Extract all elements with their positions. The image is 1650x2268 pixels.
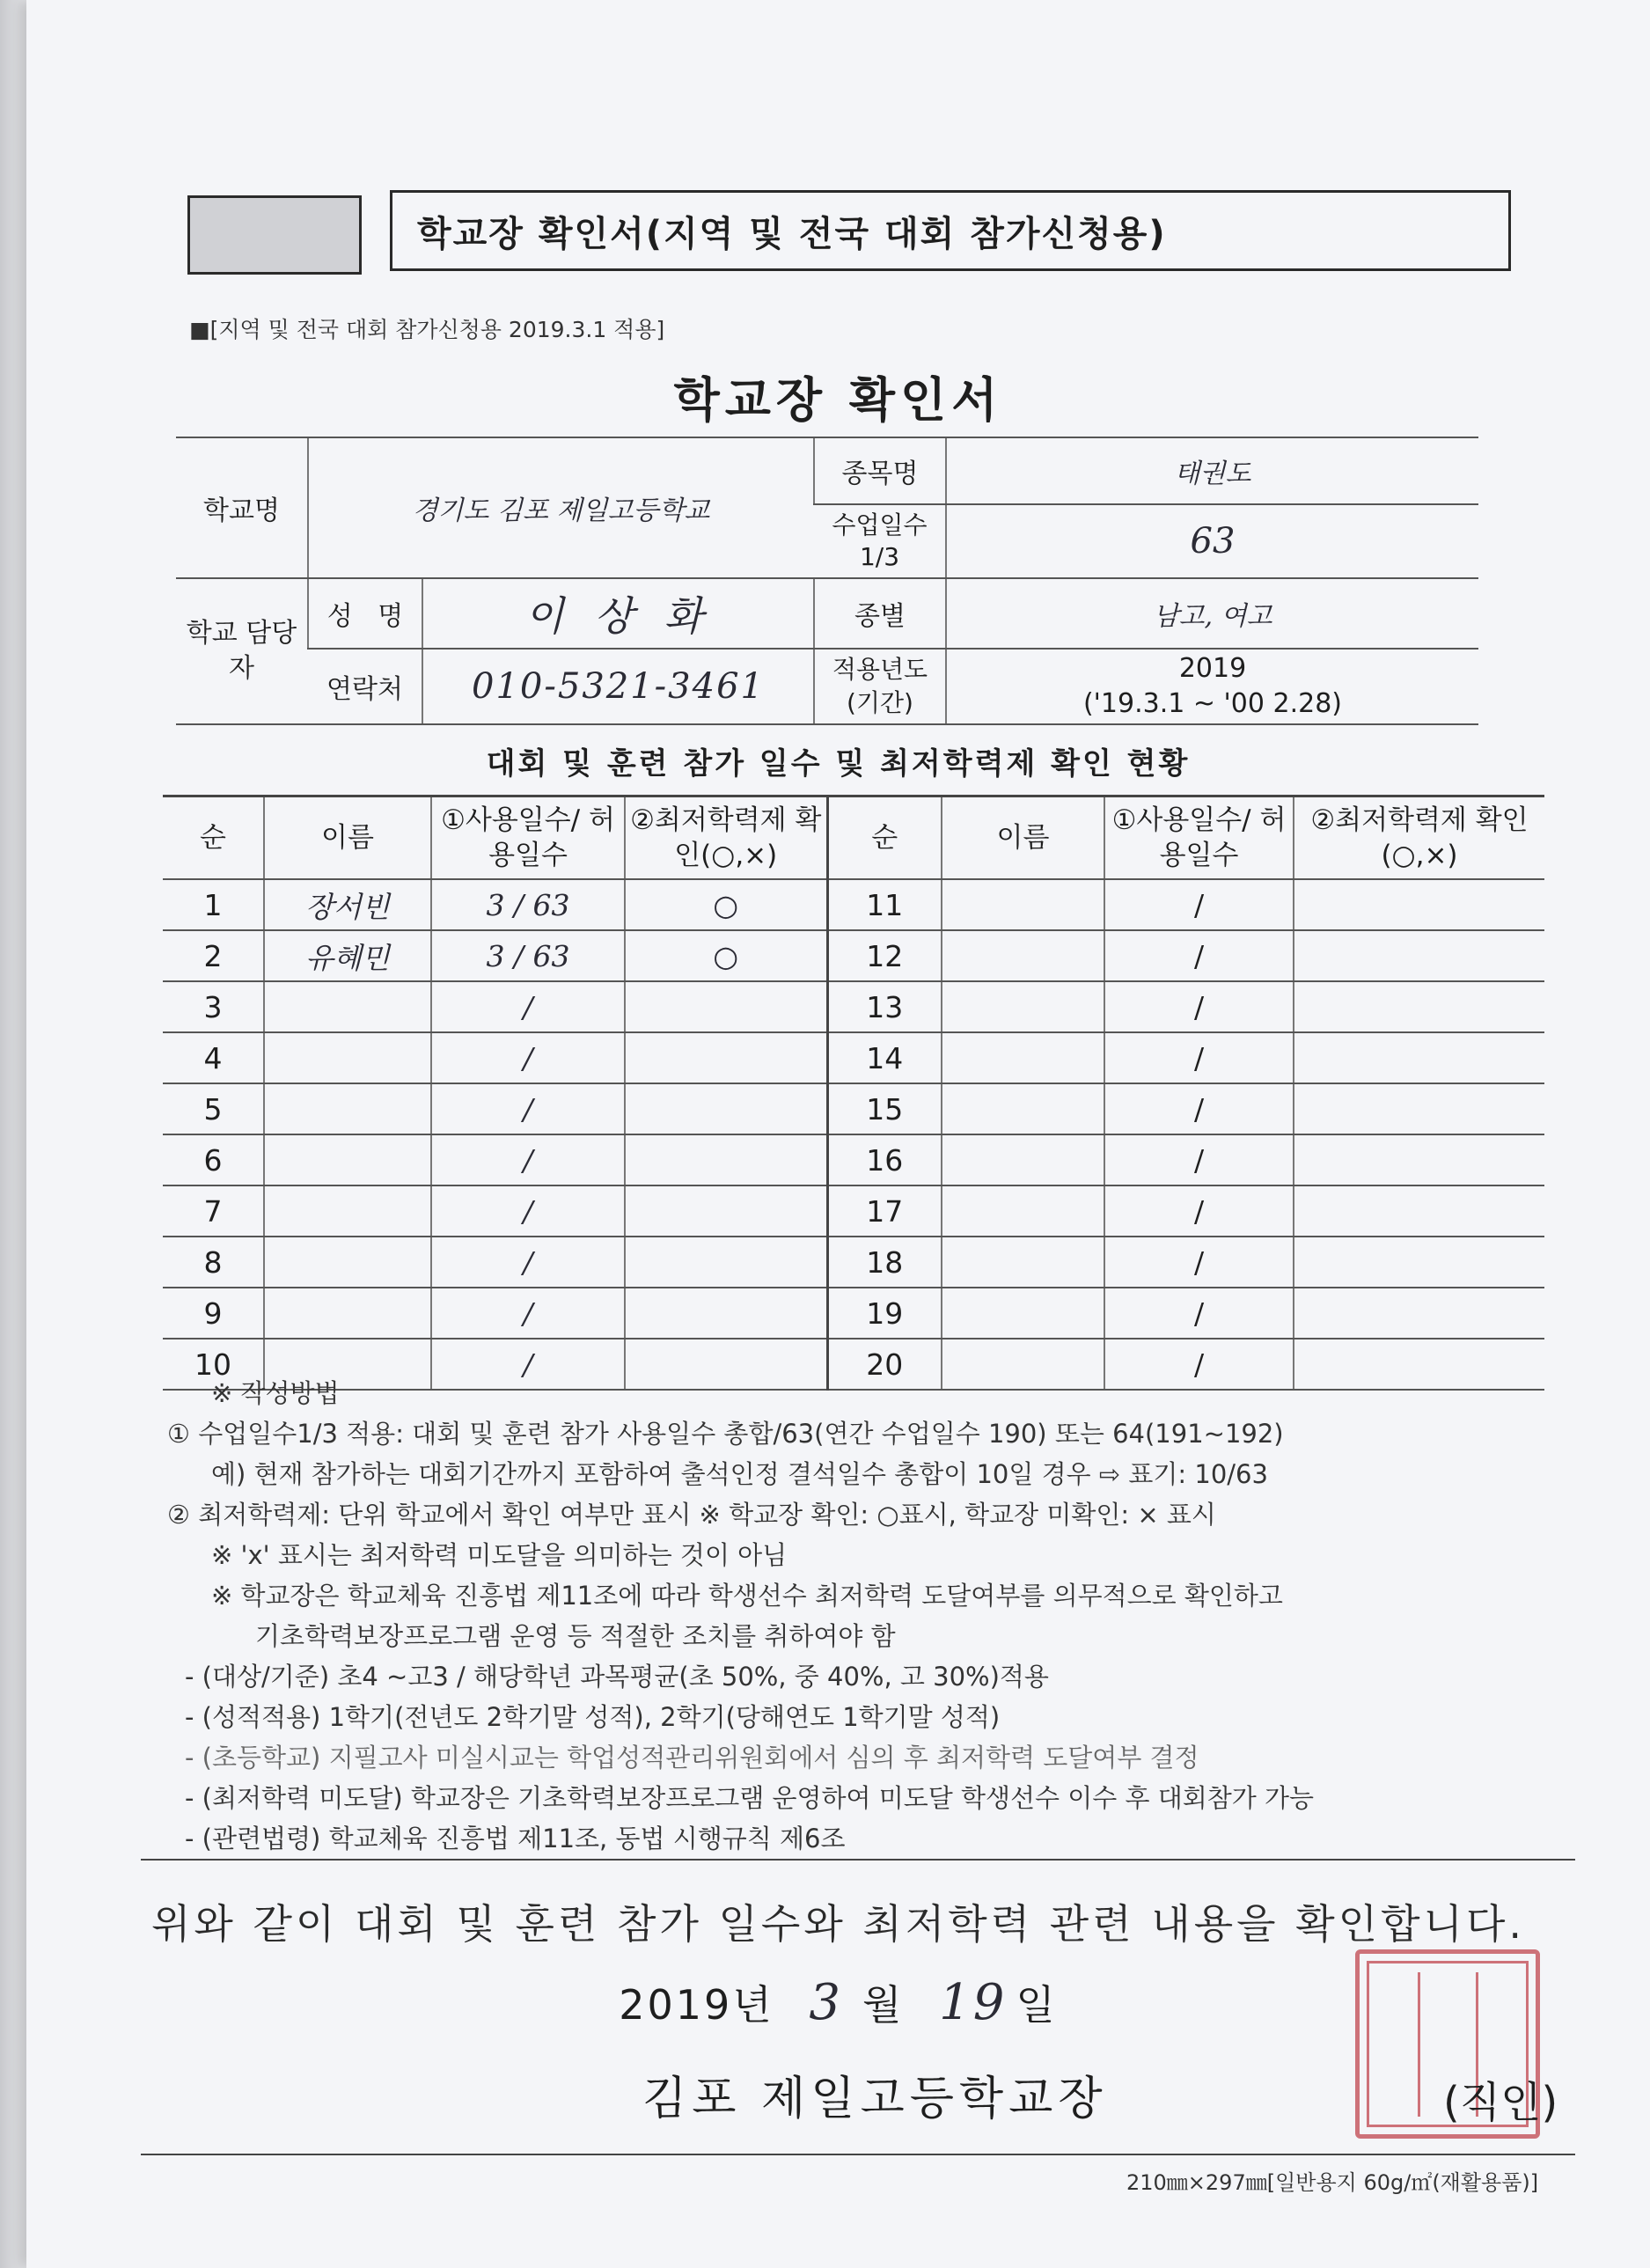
header-no: 순 — [827, 796, 942, 880]
row-no: 2 — [163, 930, 264, 981]
row-no: 19 — [827, 1288, 942, 1339]
grade-check — [625, 1083, 827, 1134]
grade-check — [1294, 1032, 1544, 1083]
row-no: 9 — [163, 1288, 264, 1339]
row-no: 5 — [163, 1083, 264, 1134]
row-no: 14 — [827, 1032, 942, 1083]
row-no: 4 — [163, 1032, 264, 1083]
student-name — [264, 1288, 431, 1339]
days-used: / — [1104, 1185, 1294, 1237]
header-check: ②최저학력제 확인(○,×) — [625, 796, 827, 880]
row-no: 18 — [827, 1237, 942, 1288]
table-row — [163, 1032, 1544, 1083]
days-used: / — [1104, 930, 1294, 981]
table-row — [163, 1083, 1544, 1134]
row-no: 20 — [827, 1339, 942, 1390]
date-year: 2019년 — [619, 1981, 774, 2029]
days-used: / — [431, 1134, 625, 1185]
days-used: / — [1104, 1339, 1294, 1390]
note-x-mark: ※ 'x' 표시는 최저학력 미도달을 의미하는 것이 아님 — [211, 1540, 788, 1570]
days-used: 3 / 63 — [431, 879, 625, 930]
sport-value: 태권도 — [946, 437, 1478, 504]
applicable-note: ■[지역 및 전국 대회 참가신청용 2019.3.1 적용] — [189, 317, 665, 342]
table-row — [163, 1185, 1544, 1237]
grade-check — [1294, 1288, 1544, 1339]
principal-name: 김포 제일고등학교장 — [642, 2073, 1108, 2125]
grade-check — [1294, 1134, 1544, 1185]
school-info-table — [176, 437, 1478, 725]
student-name — [264, 1083, 431, 1134]
gender-label: 종별 — [814, 578, 946, 649]
days-used: / — [431, 1288, 625, 1339]
table-row — [163, 1134, 1544, 1185]
detail-target: - (대상/기준) 초4 ~고3 / 해당학년 과목평균(초 50%, 중 40%, 고 30%)적용 — [185, 1662, 1049, 1692]
student-name — [264, 1032, 431, 1083]
staff-name-value: 이 상 화 — [422, 578, 814, 649]
detail-law: - (관련법령) 학교체육 진흥법 제11조, 동법 시행규칙 제6조 — [185, 1824, 846, 1853]
document-title: 학교장 확인서 — [673, 372, 1003, 428]
document-page — [26, 0, 1650, 2268]
grade-check — [625, 1185, 827, 1237]
writing-instructions — [167, 1373, 1593, 1859]
contact-label: 연락처 — [308, 649, 422, 724]
row-no: 11 — [827, 879, 942, 930]
grade-check — [625, 1032, 827, 1083]
date-month-unit: 월 — [862, 1981, 905, 2029]
contact-value: 010-5321-3461 — [422, 649, 814, 724]
detail-elementary: - (초등학교) 지필고사 미실시교는 학업성적관리위원회에서 심의 후 최저학력 도달여부 결정 — [185, 1743, 1199, 1773]
row-no: 3 — [163, 981, 264, 1032]
student-name — [264, 1134, 431, 1185]
days-used: / — [431, 1237, 625, 1288]
row-no: 16 — [827, 1134, 942, 1185]
instruction-1: ① 수업일수1/3 적용: 대회 및 훈련 참가 사용일수 총합/63(연간 수업일수 190) 또는 64(191~192) — [167, 1419, 1284, 1449]
days-used: / — [431, 1185, 625, 1237]
staff-name-label: 성 명 — [308, 578, 422, 649]
table-row — [163, 1237, 1544, 1288]
student-name — [942, 981, 1104, 1032]
days-used: / — [1104, 1134, 1294, 1185]
class-days-label: 수업일수 1/3 — [814, 504, 946, 578]
days-used: / — [431, 1032, 625, 1083]
seal-label: (직인) — [1443, 2078, 1558, 2127]
row-no: 7 — [163, 1185, 264, 1237]
period-value: ('19.3.1 ~ '00 2.28) — [1082, 688, 1343, 719]
gender-value: 남고, 여고 — [946, 578, 1478, 649]
footer-line — [141, 2154, 1575, 2155]
header-days: ①사용일수/ 허용일수 — [431, 796, 625, 880]
student-name — [942, 1185, 1104, 1237]
class-days-value: 63 — [946, 504, 1478, 578]
student-name — [942, 1083, 1104, 1134]
row-no: 1 — [163, 879, 264, 930]
student-name — [942, 1237, 1104, 1288]
detail-unmet: - (최저학력 미도달) 학교장은 기초학력보장프로그램 운영하여 미도달 학생선수 이수 후 대회참가 가능 — [185, 1783, 1315, 1813]
days-used: / — [1104, 981, 1294, 1032]
student-name — [942, 879, 1104, 930]
student-name — [264, 1237, 431, 1288]
year-label: 적용년도 (기간) — [814, 649, 946, 724]
header-days: ①사용일수/ 허용일수 — [1104, 796, 1294, 880]
grade-check — [625, 1134, 827, 1185]
table-row — [163, 981, 1544, 1032]
row-no: 10 — [163, 1339, 264, 1390]
grade-check — [1294, 1083, 1544, 1134]
days-used: 3 / 63 — [431, 930, 625, 981]
sport-label: 종목명 — [814, 437, 946, 504]
header-name: 이름 — [264, 796, 431, 880]
student-name — [942, 930, 1104, 981]
student-name: 유혜민 — [264, 930, 431, 981]
date-day: 19 — [939, 1974, 1008, 2031]
school-name-label: 학교명 — [176, 437, 308, 578]
instruction-2: ② 최저학력제: 단위 학교에서 확인 여부만 표시 ※ 학교장 확인: ○표시, 학교장 미확인: × 표시 — [167, 1500, 1216, 1530]
grade-check — [1294, 1185, 1544, 1237]
grade-check: ○ — [625, 879, 827, 930]
header-name: 이름 — [942, 796, 1104, 880]
table-row — [163, 1288, 1544, 1339]
header-check: ②최저학력제 확인(○,×) — [1294, 796, 1544, 880]
student-name — [942, 1288, 1104, 1339]
student-name — [942, 1032, 1104, 1083]
student-name: 장서빈 — [264, 879, 431, 930]
row-no: 15 — [827, 1083, 942, 1134]
grade-check — [625, 1288, 827, 1339]
row-no: 17 — [827, 1185, 942, 1237]
grade-check — [625, 981, 827, 1032]
page-edge — [0, 0, 26, 2268]
detail-grades: - (성적적용) 1학기(전년도 2학기말 성적), 2학기(당해연도 1학기말 성적) — [185, 1702, 1001, 1732]
days-used: / — [1104, 1237, 1294, 1288]
header-title: 학교장 확인서(지역 및 전국 대회 참가신청용) — [390, 190, 1511, 271]
grade-check — [1294, 879, 1544, 930]
attendance-table — [163, 795, 1544, 1391]
grade-check — [1294, 1237, 1544, 1288]
grade-check — [1294, 930, 1544, 981]
date-month: 3 — [809, 1974, 843, 2031]
row-no: 12 — [827, 930, 942, 981]
divider-line — [141, 1859, 1575, 1861]
row-no: 13 — [827, 981, 942, 1032]
grade-check — [1294, 981, 1544, 1032]
form-number-box — [187, 195, 362, 275]
days-used: / — [431, 1339, 625, 1390]
year-value: 2019 — [1178, 653, 1247, 684]
school-name-value: 경기도 김포 제일고등학교 — [308, 437, 814, 578]
note-principal: ※ 학교장은 학교체육 진흥법 제11조에 따라 학생선수 최저학력 도달여부를 의무적으로 확인하고 — [211, 1581, 1283, 1611]
days-used: / — [431, 981, 625, 1032]
student-name — [264, 981, 431, 1032]
confirmation-text: 위와 같이 대회 및 훈련 참가 일수와 최저학력 관련 내용을 확인합니다. — [150, 1900, 1526, 1948]
days-used: / — [1104, 1288, 1294, 1339]
paper-spec-footer: 210㎜×297㎜[일반용지 60g/㎡(재활용품)] — [1126, 2170, 1539, 2195]
note-principal-cont: 기초학력보장프로그램 운영 등 적절한 조치를 취하여야 함 — [255, 1621, 896, 1651]
student-name — [264, 1185, 431, 1237]
date-day-unit: 일 — [1016, 1981, 1058, 2029]
student-name — [942, 1134, 1104, 1185]
row-no: 6 — [163, 1134, 264, 1185]
header-no: 순 — [163, 796, 264, 880]
staff-label: 학교 담당자 — [176, 578, 308, 724]
grade-check — [625, 1237, 827, 1288]
instructions-title: ※ 작성방법 — [211, 1378, 340, 1408]
days-used: / — [1104, 1032, 1294, 1083]
instruction-1-example: 예) 현재 참가하는 대회기간까지 포함하여 출석인정 결석일수 총합이 10일 경우 ⇨ 표기: 10/63 — [211, 1459, 1268, 1489]
days-used: / — [1104, 879, 1294, 930]
days-used: / — [431, 1083, 625, 1134]
section-title: 대회 및 훈련 참가 일수 및 최저학력제 확인 현황 — [486, 746, 1191, 782]
table-row — [163, 930, 1544, 981]
days-used: / — [1104, 1083, 1294, 1134]
grade-check: ○ — [625, 930, 827, 981]
table-row — [163, 879, 1544, 930]
row-no: 8 — [163, 1237, 264, 1288]
